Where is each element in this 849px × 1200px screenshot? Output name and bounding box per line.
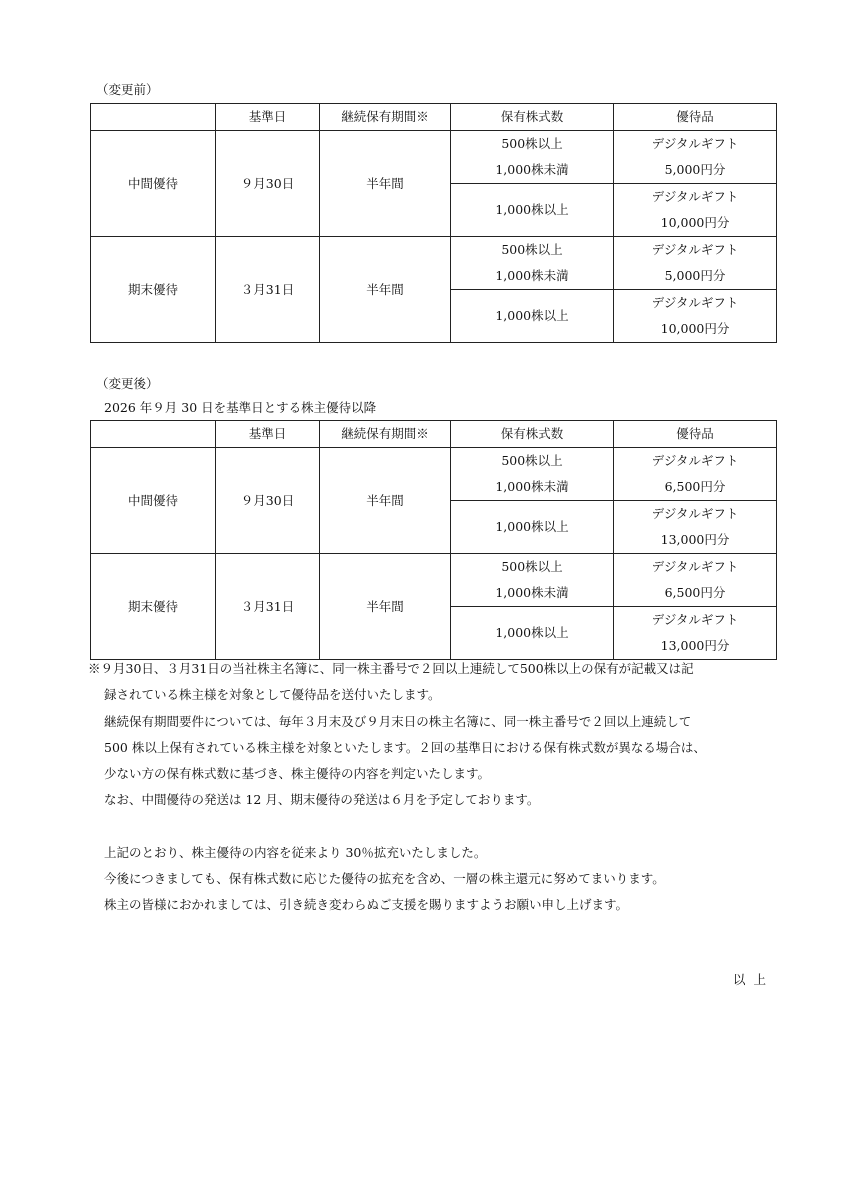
shares-line: 1,000株以上 [495,308,569,323]
gift-cell [614,501,777,554]
closing-line: 株主の皆様におかれましては、引き続き変わらぬご支援を賜りますようお願い申し上げます。 [104,897,629,912]
record-date-cell: ９月30日 [216,131,320,237]
shares-cell [451,448,614,501]
gift-line: 10,000円分 [660,321,730,336]
table-row [91,237,777,290]
gift-line: 6,500円分 [664,585,726,600]
gift-line: デジタルギフト [651,189,739,204]
shares-cell [451,290,614,343]
footnote-line: 少ない方の保有株式数に基づき、株主優待の内容を判定いたします。 [104,766,491,781]
holding-period-cell: 半年間 [320,554,451,660]
shares-cell [451,554,614,607]
gift-cell [614,290,777,343]
table-header-row [91,421,777,448]
benefit-type-cell: 期末優待 [91,237,216,343]
shares-cell [451,237,614,290]
holding-period-cell: 半年間 [320,448,451,554]
gift-line: デジタルギフト [651,295,739,310]
header-cell: 保有株式数 [451,421,614,448]
shares-line: 1,000株未満 [495,479,569,494]
record-date-cell: ３月31日 [216,237,320,343]
closing-end-mark: 以上 [733,972,775,987]
footnote-line: 継続保有期間要件については、毎年３月末及び９月末日の株主名簿に、同一株主番号で２回以上連続して [104,714,692,729]
gift-line: 5,000円分 [664,268,726,283]
shares-line: 500株以上 [501,559,563,574]
gift-line: 13,000円分 [660,532,730,547]
table-header-row [91,104,777,131]
gift-cell [614,554,777,607]
holding-period-cell: 半年間 [320,131,451,237]
gift-line: 10,000円分 [660,215,730,230]
shares-line: 500株以上 [501,242,563,257]
gift-cell [614,237,777,290]
header-cell: 継続保有期間※ [320,104,451,131]
benefit-type-cell: 中間優待 [91,131,216,237]
header-cell: 継続保有期間※ [320,421,451,448]
closing-line: 今後につきましても、保有株式数に応じた優待の拡充を含め、一層の株主還元に努めてまいります。 [104,871,665,886]
header-cell: 基準日 [216,421,320,448]
shares-cell [451,131,614,184]
holding-period-cell: 半年間 [320,237,451,343]
record-date-cell: ３月31日 [216,554,320,660]
table-row [91,448,777,501]
shares-line: 1,000株以上 [495,625,569,640]
shares-line: 1,000株未満 [495,268,569,283]
header-cell [91,104,216,131]
gift-cell [614,448,777,501]
shares-cell [451,607,614,660]
gift-cell [614,184,777,237]
shares-line: 1,000株未満 [495,585,569,600]
table-row [91,554,777,607]
record-date-cell: ９月30日 [216,448,320,554]
gift-line: デジタルギフト [651,453,739,468]
benefit-type-cell: 中間優待 [91,448,216,554]
footnote-line: 録されている株主様を対象として優待品を送付いたします。 [104,687,441,702]
footnote-line: ※９月30日、３月31日の当社株主名簿に、同一株主番号で２回以上連続して500株以上の保有が記載又は記 [88,661,694,676]
gift-cell [614,607,777,660]
before-heading: （変更前） [96,82,159,97]
before-table [90,103,777,343]
shares-line: 500株以上 [501,453,563,468]
header-cell: 優待品 [614,104,777,131]
gift-line: デジタルギフト [651,559,739,574]
gift-line: 6,500円分 [664,479,726,494]
gift-line: デジタルギフト [651,612,739,627]
shares-cell [451,501,614,554]
shares-line: 1,000株以上 [495,202,569,217]
gift-line: 5,000円分 [664,162,726,177]
footnote-line: 500 株以上保有されている株主様を対象といたします。２回の基準日における保有株式数が異なる場合は、 [104,740,706,755]
header-cell: 保有株式数 [451,104,614,131]
gift-line: 13,000円分 [660,638,730,653]
gift-line: デジタルギフト [651,506,739,521]
after-subheading: 2026 年９月 30 日を基準日とする株主優待以降 [104,400,377,415]
closing-line: 上記のとおり、株主優待の内容を従来より 30％拡充いたしました。 [104,845,487,860]
shares-line: 1,000株未満 [495,162,569,177]
gift-cell [614,131,777,184]
header-cell: 優待品 [614,421,777,448]
header-cell [91,421,216,448]
after-table [90,420,777,660]
shares-cell [451,184,614,237]
gift-line: デジタルギフト [651,136,739,151]
after-heading: （変更後） [96,376,159,391]
table-row [91,131,777,184]
benefit-type-cell: 期末優待 [91,554,216,660]
footnote-line: なお、中間優待の発送は 12 月、期末優待の発送は６月を予定しております。 [104,792,540,807]
shares-line: 1,000株以上 [495,519,569,534]
gift-line: デジタルギフト [651,242,739,257]
shares-line: 500株以上 [501,136,563,151]
header-cell: 基準日 [216,104,320,131]
